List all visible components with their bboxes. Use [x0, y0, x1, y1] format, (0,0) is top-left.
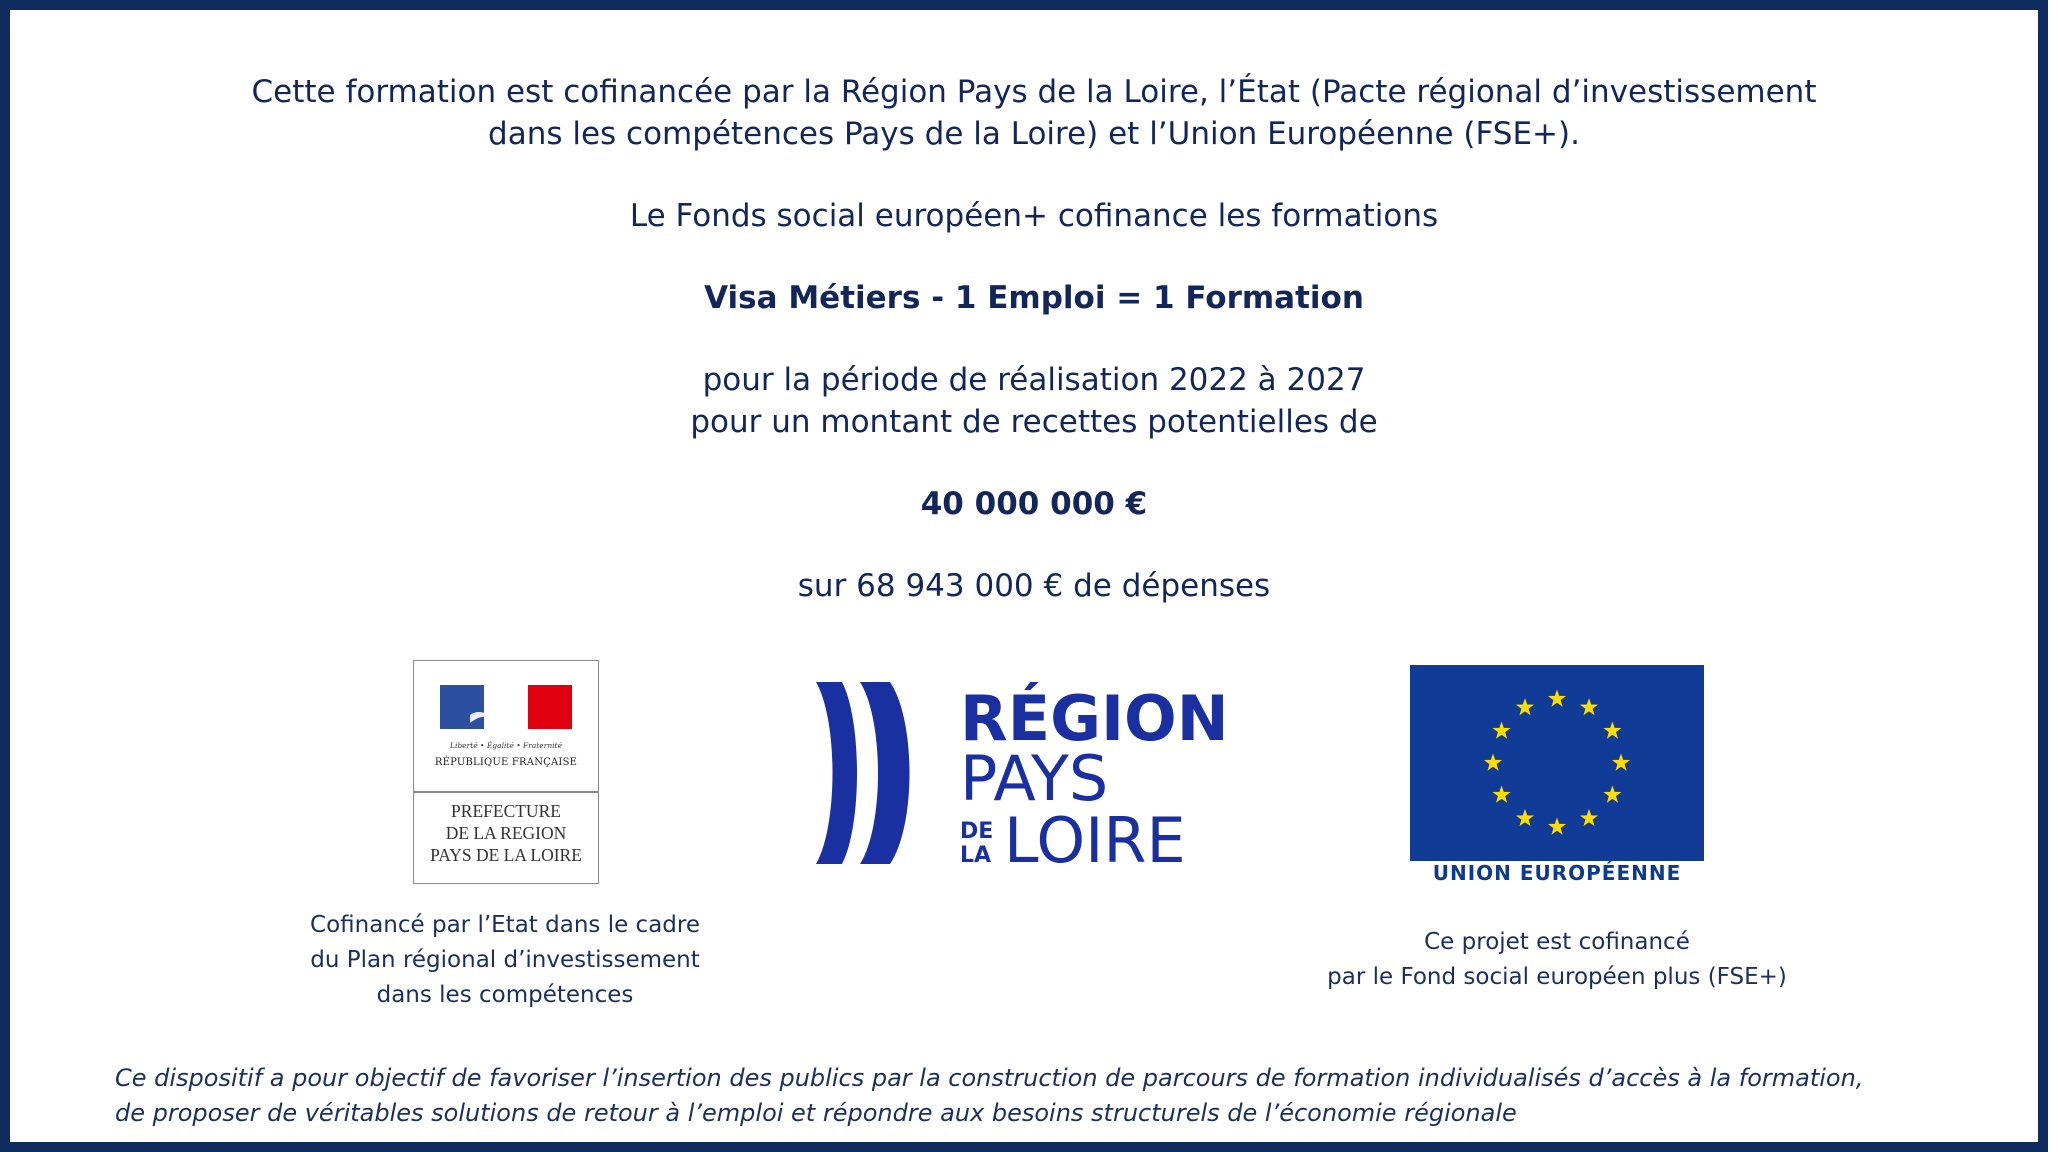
republic-motto: Liberté • Égalité • Fraternité [449, 741, 563, 750]
period-line-1: pour la période de réalisation 2022 à 2027 [702, 362, 1366, 398]
eu-label: UNION EUROPÉENNE [1432, 861, 1682, 885]
prefecture-line-1: PREFECTURE [451, 801, 561, 821]
eu-caption-line-1: Ce projet est cofinancé [1424, 929, 1690, 955]
footer-line-2: de proposer de véritables solutions de retour à l’emploi et répondre aux besoins structurels de l’économie régionale [115, 1099, 1517, 1127]
region-mark-left-arc [816, 682, 857, 864]
state-caption-line-1: Cofinancé par l’Etat dans le cadre [310, 912, 700, 938]
prefecture-line-3: PAYS DE LA LOIRE [430, 845, 582, 865]
logo-divider [414, 791, 598, 793]
la-word: LA [960, 843, 992, 868]
region-word: RÉGION [960, 682, 1229, 755]
eu-flag-icon [1410, 665, 1704, 861]
prefecture-logo [413, 660, 599, 884]
amount: 40 000 000 € [920, 486, 1148, 522]
expenses: sur 68 943 000 € de dépenses [797, 568, 1271, 604]
loire-word: LOIRE [1004, 804, 1186, 877]
marianne-flag-icon [440, 685, 572, 737]
intro-line-2: dans les compétences Pays de la Loire) et l’Union Européenne (FSE+). [488, 116, 1580, 152]
program-title: Visa Métiers - 1 Emploi = 1 Formation [704, 280, 1364, 316]
republic-name: RÉPUBLIQUE FRANÇAISE [434, 757, 578, 768]
state-caption-line-2: du Plan régional d’investissement [310, 947, 700, 973]
state-caption-line-3: dans les compétences [376, 982, 634, 1008]
footer-line-1: Ce dispositif a pour objectif de favoriser l’insertion des publics par la construction de parcours de formation individualisés d’accès à la formation, [115, 1064, 1864, 1092]
region-pays-de-la-loire-logo [808, 680, 1229, 877]
prefecture-line-2: DE LA REGION [445, 823, 567, 843]
period-line-2: pour un montant de recettes potentielles de [690, 404, 1378, 440]
de-word: DE [960, 819, 994, 844]
eu-caption-line-2: par le Fond social européen plus (FSE+) [1327, 964, 1787, 990]
region-mark-right-arc [860, 682, 910, 864]
pays-word: PAYS [960, 742, 1109, 815]
footer-statement [115, 1061, 1863, 1131]
intro-line-1: Cette formation est cofinancée par la Région Pays de la Loire, l’État (Pacte régional d’investissement [251, 74, 1817, 110]
fse-statement: Le Fonds social européen+ cofinance les formations [629, 198, 1439, 234]
